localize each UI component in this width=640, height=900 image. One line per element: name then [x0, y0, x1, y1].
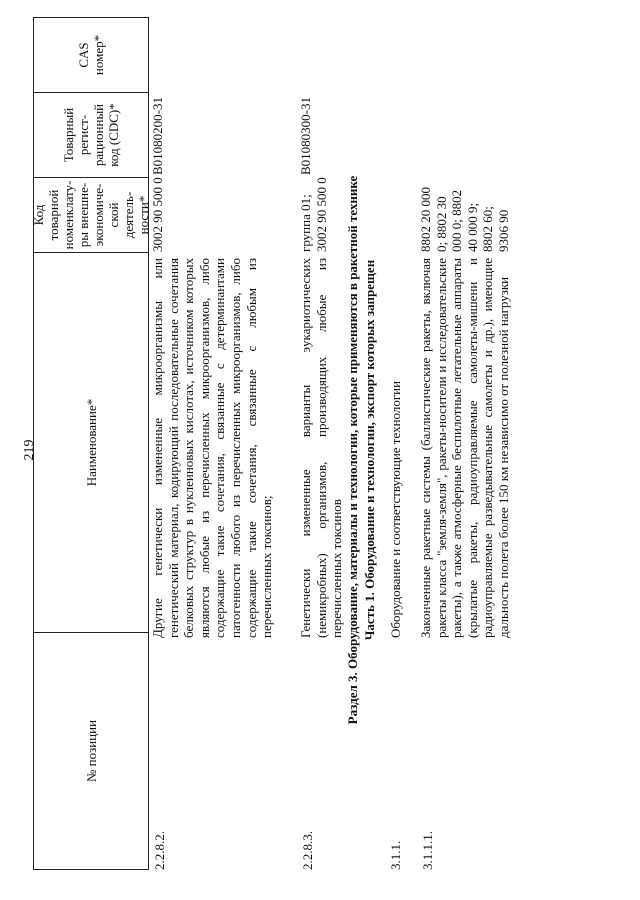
header-cas: CAS номер*	[34, 18, 148, 93]
row-num: 3.1.1.1.	[420, 831, 435, 870]
row-name: Генетически измененные варианты эукариотических (немикробных) организмов, производящих любые из перечисленных токсинов	[298, 258, 345, 638]
page-number: 219	[22, 439, 37, 461]
row-num: 2.2.8.3.	[300, 831, 315, 870]
row-num: 2.2.8.2.	[152, 831, 167, 870]
table-header	[33, 17, 149, 870]
row-cdc: B01080300-31	[298, 97, 313, 175]
row-tn-ved: группа 01; 3002 90 500 0	[298, 177, 329, 252]
header-position: № позиции	[83, 719, 99, 783]
header-tn-ved: Код товарной номенклату-ры внешне-экономиче-ской деятель-ности*	[34, 178, 148, 253]
row-name: Оборудование и соответствующие технологии	[388, 380, 403, 638]
row-tn-ved: 8802 20 000 0; 8802 30 000 0; 8802 40 000 9; 8802 60; 9306 90	[418, 187, 511, 252]
row-num: 3.1.1.	[388, 840, 403, 870]
row-cdc: B01080200-31	[150, 97, 165, 175]
row-name: Другие генетически измененные микроорганизмы или генетический материал, кодирующий последовательные сочетания белковых структур в нуклеиновых кислотах, источником которых являются любые из перечисленных микроорганизмов, либо содержащие такие сочетания, связанные с детерминантами патогенности любого из перечисленных микроорганизмов, либо содержащие такие сочетания, связанные с любым из перечисленных токсинов;	[150, 258, 275, 638]
row-tn-ved: 3002 90 500 0	[150, 177, 165, 252]
header-name: Наименование*	[34, 253, 148, 633]
section-title: Раздел 3. Оборудование, материалы и технологии, которые применяются в ракетной технике	[345, 175, 360, 725]
row-name: Законченные ракетные системы (баллистические ракеты, включая ракеты класса "земля-земля", ракеты-носители и исследовательские ракеты), а также атмосферные беспилотные летательные аппараты (крылатые ракеты, радиоуправляемые самолеты-мишени и радиоуправляемые разведывательные самолеты и др.), имеющие дальность полета более 150 км независимо от полезной нагрузки	[418, 258, 511, 638]
header-cdc: Товарный регист-рационный код (CDC)*	[34, 93, 148, 178]
part-title: Часть 1. Оборудование и технологии, экспорт которых запрещен	[362, 259, 377, 641]
